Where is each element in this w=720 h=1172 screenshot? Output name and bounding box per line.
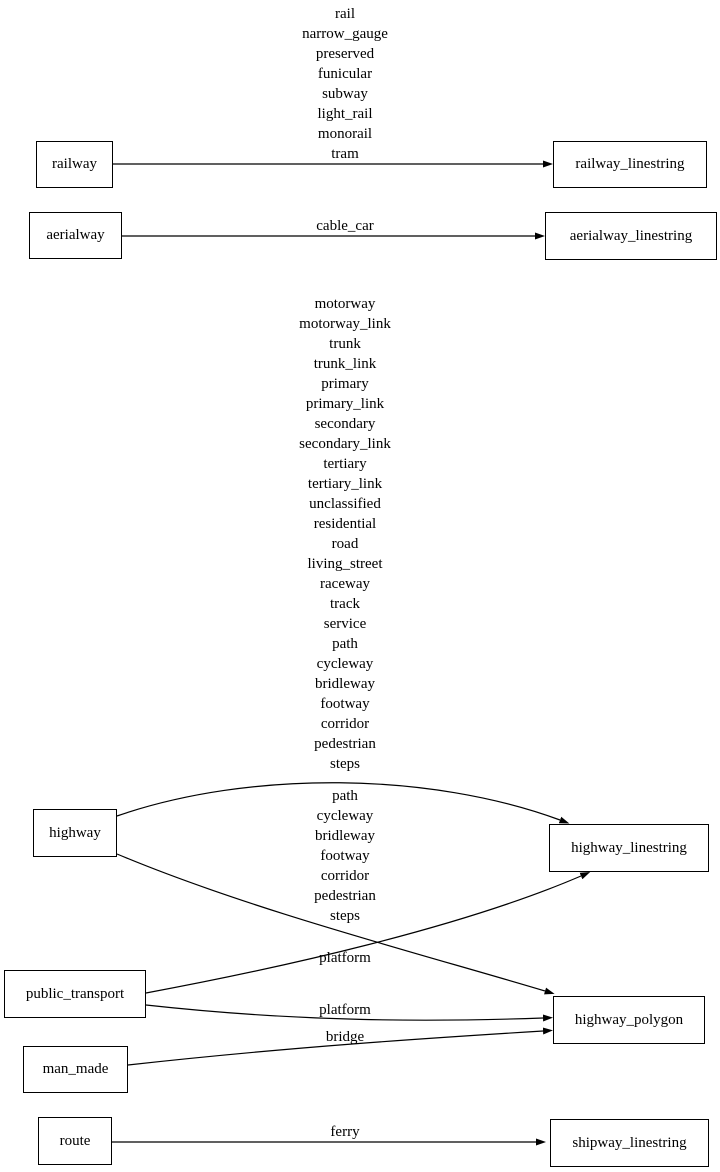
node-railway-linestring-label: railway_linestring	[575, 156, 685, 172]
edge-label-highway-linestring-values: motorway motorway_link trunk trunk_link primary primary_link secondary secondary_link tertiary tertiary_link unclassified residential road living_street raceway track service path cycleway bridleway footway corridor pedestrian steps	[299, 296, 391, 772]
node-highway-linestring	[549, 824, 709, 872]
node-railway-label: railway	[52, 156, 97, 172]
node-aerialway-linestring	[545, 212, 717, 260]
edge-label-public-transport-polygon-values: platform	[319, 1002, 371, 1018]
node-highway-polygon	[553, 996, 705, 1044]
node-aerialway-linestring-label: aerialway_linestring	[569, 227, 693, 244]
node-highway-linestring-label: highway_linestring	[571, 839, 687, 856]
node-highway-label: highway	[49, 824, 101, 841]
node-man-made-label: man_made	[42, 1061, 109, 1077]
node-railway	[36, 141, 113, 188]
edge-label-railway-values: rail narrow_gauge preserved funicular subway light_rail monorail tram	[302, 6, 388, 162]
node-railway-linestring	[553, 141, 707, 188]
edge-label-man-made-values: bridge	[325, 1029, 365, 1045]
node-shipway-linestring-label: shipway_linestring	[572, 1134, 687, 1151]
edge-label-public-transport-linestring-values: platform	[319, 950, 371, 966]
node-route	[38, 1117, 112, 1165]
edge-label-highway-polygon-values: path cycleway bridleway footway corridor pedestrian steps	[314, 788, 376, 924]
node-aerialway-label: aerialway	[46, 227, 105, 243]
node-route-label: route	[59, 1132, 91, 1149]
node-public-transport	[4, 970, 146, 1018]
node-aerialway	[29, 212, 122, 259]
node-highway	[33, 809, 117, 857]
node-shipway-linestring	[550, 1119, 709, 1167]
edge-label-route-values: ferry	[330, 1124, 360, 1140]
edge-label-aerialway-values: cable_car	[316, 218, 374, 234]
node-man-made	[23, 1046, 128, 1093]
node-highway-polygon-label: highway_polygon	[574, 1011, 684, 1028]
node-public-transport-label: public_transport	[25, 985, 125, 1002]
